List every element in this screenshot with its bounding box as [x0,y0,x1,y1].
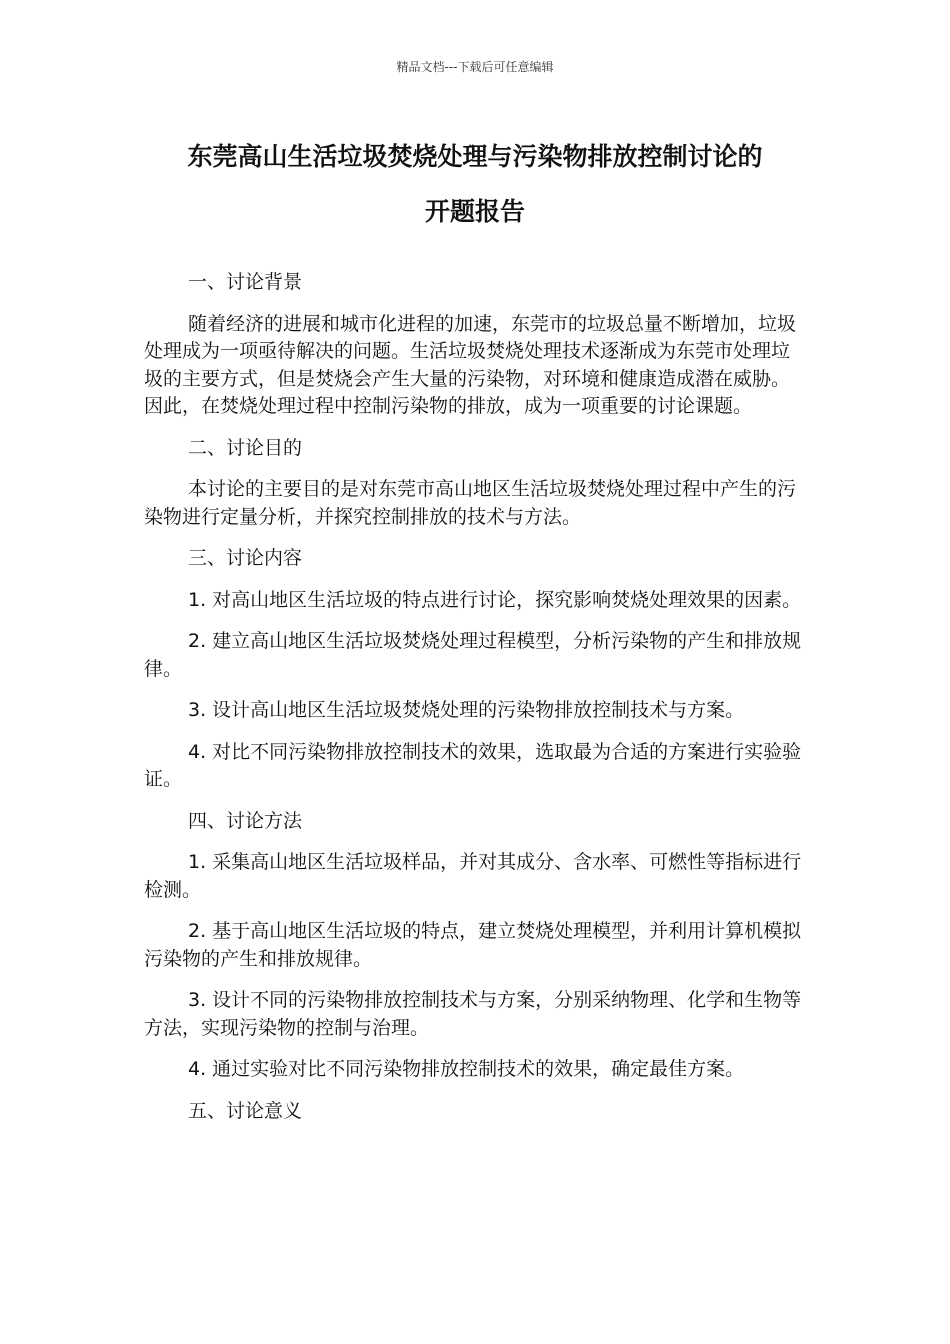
header-note: 精品文档---下载后可任意编辑 [396,60,554,74]
list-item-content-3: 3. 设计高山地区生活垃圾焚烧处理的污染物排放控制技术与方案。 [188,699,745,721]
section-heading-method: 四、讨论方法 [188,809,303,832]
list-item-content-4: 4. 对比不同污染物排放控制技术的效果，选取最为合适的方案进行实验验证。 [144,740,802,790]
section-heading-significance: 五、讨论意义 [188,1099,303,1122]
section-heading-background: 一、讨论背景 [188,271,303,293]
document-title-line-1: 东莞高山生活垃圾焚烧处理与污染物排放控制讨论的 [187,142,763,171]
document-body [144,269,806,1125]
list-item-method-4: 4. 通过实验对比不同污染物排放控制技术的效果，确定最佳方案。 [188,1058,745,1080]
section-heading-purpose: 二、讨论目的 [188,436,303,459]
section-heading-content: 三、讨论内容 [188,547,303,569]
list-item-method-1: 1. 采集高山地区生活垃圾样品，并对其成分、含水率、可燃性等指标进行检测。 [144,851,802,901]
list-item-content-2: 2. 建立高山地区生活垃圾焚烧处理过程模型，分析污染物的产生和排放规律。 [144,630,802,680]
list-item-method-3: 3. 设计不同的污染物排放控制技术与方案，分别采纳物理、化学和生物等方法，实现污染物的控制与治理。 [144,989,802,1039]
document-title-line-2: 开题报告 [424,197,525,226]
list-item-method-2: 2. 基于高山地区生活垃圾的特点，建立焚烧处理模型，并利用计算机模拟污染物的产生和排放规律。 [144,920,802,970]
list-item-content-1: 1. 对高山地区生活垃圾的特点进行讨论，探究影响焚烧处理效果的因素。 [188,588,802,611]
paragraph-background: 随着经济的进展和城市化进程的加速，东莞市的垃圾总量不断增加，垃圾处理成为一项亟待解决的问题。生活垃圾焚烧处理技术逐渐成为东莞市处理垃圾的主要方式，但是焚烧会产生大量的污染物，对环境和健康造成潜在威胁。因此，在焚烧处理过程中控制污染物的排放，成为一项重要的讨论课题。 [144,312,797,417]
paragraph-purpose: 本讨论的主要目的是对东莞市高山地区生活垃圾焚烧处理过程中产生的污染物进行定量分析，并探究控制排放的技术与方法。 [144,478,797,528]
